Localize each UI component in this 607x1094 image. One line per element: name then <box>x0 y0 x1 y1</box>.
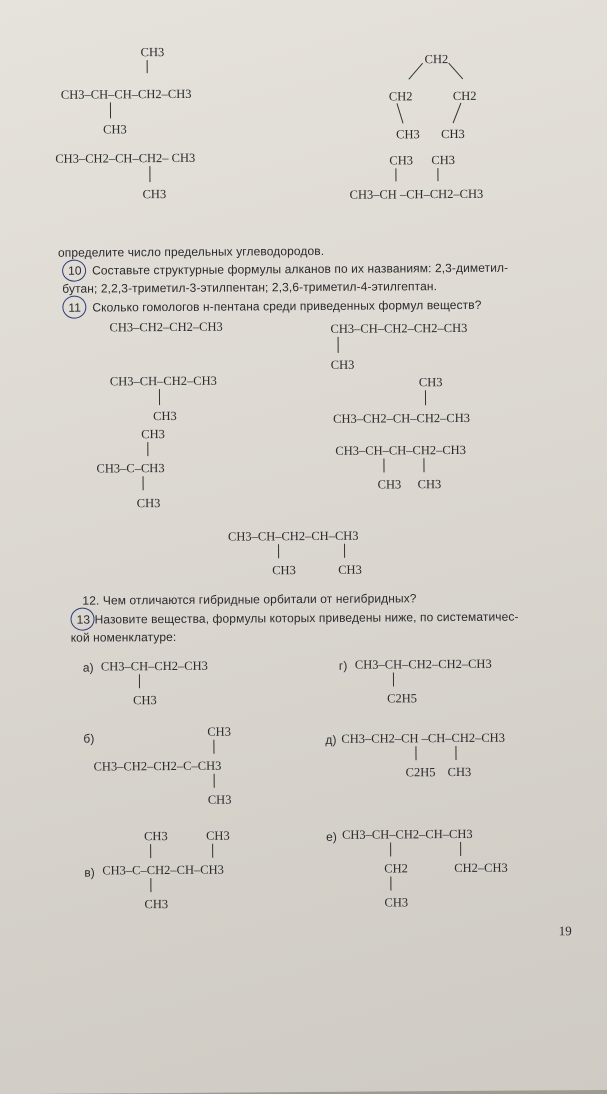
ring-bl: CH3 <box>396 127 420 142</box>
q13-g-label: г) <box>338 658 348 673</box>
q13-a-sub: CH3 <box>133 693 157 708</box>
bond <box>212 844 213 858</box>
page-number: 19 <box>558 923 572 939</box>
bond <box>383 459 384 473</box>
bond <box>147 60 148 73</box>
q13-e-label: е) <box>326 829 337 844</box>
f3-ch3-2: CH3 <box>431 153 456 168</box>
q13-a-label: а) <box>82 660 94 675</box>
ring-right: CH2 <box>452 88 477 104</box>
bond <box>344 544 345 558</box>
q13-v: CH3–C–CH2–CH–CH3 <box>102 862 224 878</box>
q13-e-sub1b: CH3 <box>384 895 409 910</box>
bond <box>213 740 214 754</box>
q11-formula-e-bottom: CH3 <box>136 496 161 511</box>
bond <box>455 746 456 760</box>
q11-formula-d-top: CH3 <box>418 375 443 390</box>
q12-text: 12. Чем отличаются гибридные орбитали от негибридных? <box>82 591 417 608</box>
q13-line2: кой номенклатуре: <box>70 629 177 645</box>
q13-d-sub2: CH3 <box>447 764 472 780</box>
q13-d-sub1: C2H5 <box>405 765 436 780</box>
q10-circle <box>62 260 86 282</box>
bond <box>390 876 391 890</box>
q13-b: CH3–CH2–CH2–C–CH3 <box>93 758 222 774</box>
q11-formula-b-sub: CH3 <box>330 357 355 372</box>
q11-formula-g: CH3–CH–CH2–CH–CH3 <box>227 528 359 544</box>
q11-number: 11 <box>68 300 82 315</box>
q13-v-bottom: CH3 <box>144 897 169 912</box>
q11-circle <box>62 296 86 319</box>
q13-e-sub1a: CH2 <box>384 861 408 876</box>
q11-formula-f-sub2: CH3 <box>417 477 442 492</box>
q13-a: CH3–CH–CH2–CH3 <box>100 658 208 674</box>
q11-formula-a: CH3–CH2–CH2–CH3 <box>109 319 223 335</box>
bond <box>425 390 426 405</box>
ring-left: CH2 <box>388 89 413 104</box>
bond <box>423 458 424 472</box>
q13-d: CH3–CH2–CH –CH–CH2–CH3 <box>341 730 505 746</box>
q13-d-label: д) <box>325 732 337 747</box>
f1-ch3-top: CH3 <box>140 45 165 60</box>
q11-formula-e-top: CH3 <box>141 427 165 442</box>
bond <box>214 774 215 788</box>
q13-b-top: CH3 <box>207 724 231 739</box>
bond <box>278 544 279 558</box>
q11-formula-d: CH3–CH2–CH–CH2–CH3 <box>333 410 471 426</box>
q13-b-bottom: CH3 <box>207 792 232 807</box>
q10-line1: Составьте структурные формулы алканов по их названиям: 2,3-диметил- <box>92 260 509 278</box>
q9-tail: определите число предельных углеводородов. <box>57 243 325 260</box>
bond <box>139 674 140 688</box>
bond <box>149 166 150 182</box>
q13-line1: Назовите вещества, формулы которых приведены ниже, по систематичес- <box>94 609 519 627</box>
ring-top: CH2 <box>424 52 449 67</box>
bond <box>460 842 461 856</box>
q11-formula-e: CH3–C–CH3 <box>96 461 165 476</box>
f1-main: CH3–CH–CH–CH2–CH3 <box>60 86 192 102</box>
q13-g: CH3–CH–CH2–CH2–CH3 <box>354 656 492 672</box>
q13-e: CH3–CH–CH2–CH–CH3 <box>341 826 473 842</box>
f3-main: CH3–CH –CH–CH2–CH3 <box>349 186 484 202</box>
q10-line2: бутан; 2,2,3-триметил-3-этилпентан; 2,3,6-триметил-4-этилгептан. <box>62 279 438 296</box>
q13-v-top1: CH3 <box>144 829 168 844</box>
q11-formula-b: CH3–CH–CH2–CH2–CH3 <box>330 320 468 336</box>
bond <box>395 168 396 181</box>
bond <box>338 337 339 353</box>
bond <box>393 672 394 686</box>
bond <box>147 442 148 456</box>
f2-ch3-bottom: CH3 <box>142 187 167 202</box>
q11-text: Сколько гомологов н-пентана среди приведенных формул веществ? <box>92 297 482 315</box>
q11-formula-g-sub1: CH3 <box>272 563 296 578</box>
bond <box>110 102 111 118</box>
q13-v-label: в) <box>84 865 95 880</box>
bond <box>437 168 438 181</box>
q13-circle <box>70 608 94 631</box>
q11-formula-c: CH3–CH–CH2–CH3 <box>109 373 217 389</box>
ring-br: CH3 <box>441 126 465 142</box>
bond <box>150 844 151 858</box>
q13-e-sub2: CH2–CH3 <box>454 860 508 876</box>
q11-formula-c-sub: CH3 <box>153 408 177 424</box>
bond <box>390 842 391 856</box>
q13-b-label: б) <box>83 731 95 746</box>
q13-g-sub: C2H5 <box>387 691 418 706</box>
q13-v-top2: CH3 <box>205 828 230 843</box>
q13-number: 13 <box>76 612 91 627</box>
q11-formula-f-sub1: CH3 <box>377 477 402 492</box>
bond <box>415 746 416 760</box>
bond <box>150 878 151 892</box>
q11-formula-f: CH3–CH–CH–CH2–CH3 <box>335 442 466 458</box>
bond <box>143 476 144 490</box>
f1-ch3-bottom: CH3 <box>103 122 127 137</box>
f2-main: CH3–CH2–CH–CH2– CH3 <box>55 150 196 166</box>
q10-number: 10 <box>68 263 82 278</box>
f3-ch3-1: CH3 <box>389 153 414 168</box>
bond <box>159 389 160 405</box>
q11-formula-g-sub2: CH3 <box>338 562 362 577</box>
